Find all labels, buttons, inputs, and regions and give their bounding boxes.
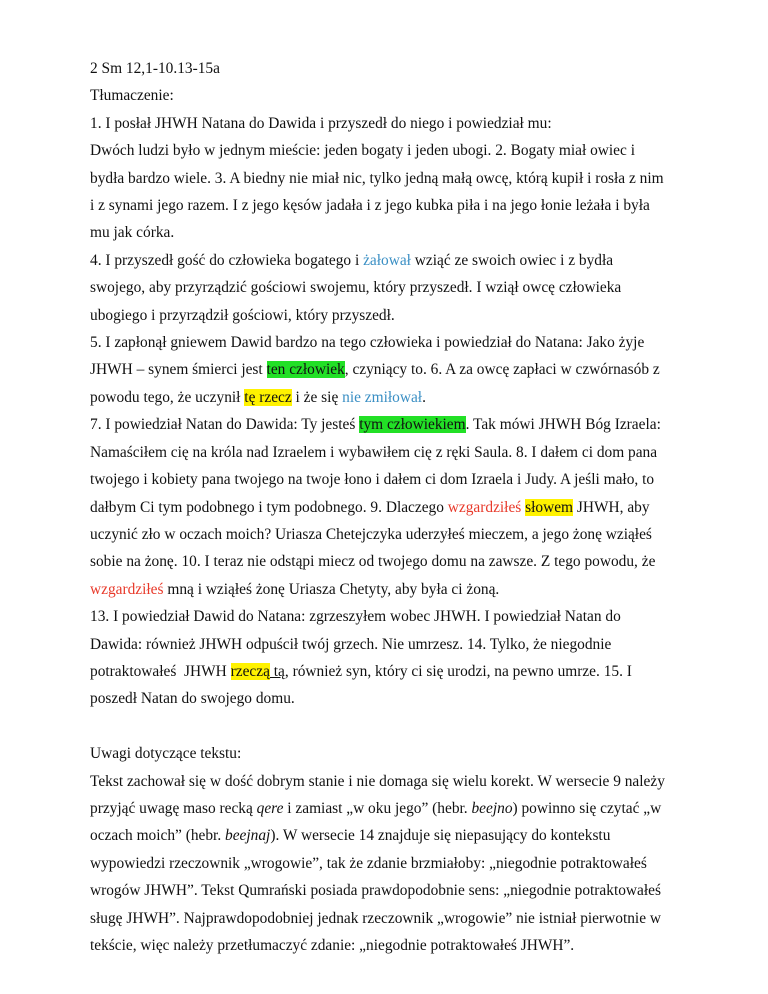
text-run: powodu tego, że uczynił	[90, 388, 245, 406]
highlight-green: tym człowiekiem	[359, 416, 466, 434]
italic-term: qere	[256, 799, 284, 817]
text-run: i zamiast „w oku jego” (hebr.	[283, 799, 472, 817]
notes-heading: Uwagi dotyczące tekstu:	[90, 745, 242, 763]
notes-line: wrogów JHWH”. Tekst Qumrański posiada prawdopodobnie sens: „niegodnie potraktowałeś	[90, 882, 661, 900]
text-run: JHWH, aby	[573, 498, 650, 516]
notes-line: Tekst zachował się w dość dobrym stanie i nie domaga się wielu korekt. W wersecie 9 należy	[90, 772, 665, 790]
text-run: 4. I przyszedł gość do człowieka bogatego i	[90, 251, 364, 269]
italic-term: beejnaj	[225, 827, 271, 845]
text-run: JHWH – synem śmierci jest	[90, 361, 267, 379]
translation-line	[90, 356, 698, 383]
translation-line: i z synami jego razem. I z jego kęsów jadała i z jego kubka piła i na jego łonie leżała i była	[90, 197, 650, 215]
translation-line: 1. I posłał JHWH Natana do Dawida i przyszedł do niego i powiedział mu:	[90, 114, 552, 132]
notes-line: wypowiedzi rzeczownik „wrogowie”, tak że zdanie brzmiałoby: „niegodnie potraktowałeś	[90, 854, 647, 872]
translation-line	[90, 658, 698, 685]
text-run: ) powinno się czytać „w	[512, 799, 662, 817]
keyword-blue: żałował	[363, 251, 411, 269]
notes-line	[90, 795, 698, 822]
text-run: . Tak mówi JHWH Bóg Izraela:	[465, 416, 661, 434]
text-run: oczach moich” (hebr.	[90, 827, 226, 845]
passage-reference: 2 Sm 12,1-10.13-15a	[90, 60, 220, 77]
text-run: i że się	[291, 388, 343, 406]
paragraph-gap	[90, 713, 698, 740]
translation-line: ubogiego i przyrządził gościowi, który przyszedł.	[90, 306, 395, 324]
notes-line: sługę JHWH”. Najprawdopodobniej jednak rzeczownik „wrogowie” nie istniał pierwotnie w	[90, 909, 661, 927]
highlight-yellow: rzeczą	[230, 662, 270, 680]
translation-line: Dawida: również JHWH odpuścił twój grzech. Nie umrzesz. 14. Tylko, że niegodnie	[90, 635, 612, 653]
translation-line: swojego, aby przyrządzić gościowi swojemu, który przyszedł. I wziął owcę człowieka	[90, 279, 622, 297]
translation-line: bydła bardzo wiele. 3. A biedny nie miał nic, tylko jedną małą owcę, którą kupił i rosła z nim	[90, 169, 664, 187]
translation-line: mu jak córka.	[90, 224, 175, 242]
translation-line	[90, 576, 698, 603]
translation-line: Dwóch ludzi było w jednym mieście: jeden bogaty i jeden ubogi. 2. Bogaty miał owiec i	[90, 142, 635, 160]
keyword-blue: nie zmiłował	[342, 388, 423, 406]
text-run: dałbym Ci tym podobnego i tym podobnego. 9. Dlaczego	[90, 498, 448, 516]
keyword-red: wzgardziłeś	[90, 580, 164, 598]
notes-line	[90, 822, 698, 849]
text-run: przyjąć uwagę maso recką	[90, 799, 257, 817]
highlight-yellow: słowem	[525, 498, 574, 516]
notes-line: tekście, więc należy przetłumaczyć zdanie: „niegodnie potraktowałeś JHWH”.	[90, 936, 575, 954]
translation-line: poszedł Natan do swojego domu.	[90, 690, 295, 708]
translation-line	[90, 411, 698, 438]
translation-line	[90, 247, 698, 274]
text-run: mną i wziąłeś żonę Uriasza Chetyty, aby była ci żoną.	[163, 580, 500, 598]
translation-line: Namaściłem cię na króla nad Izraelem i wybawiłem cię z ręki Saula. 8. I dałem ci dom pana	[90, 443, 658, 461]
translation-line: uczynić zło w oczach moich? Uriasza Chetejczyka uderzyłeś mieczem, a jego żonę wziąłeś	[90, 525, 652, 543]
translation-line: sobie na żonę. 10. I teraz nie odstąpi miecz od twojego domu na zawsze. Z tego powodu, że	[90, 553, 656, 571]
text-run: , czyniący to. 6. A za owcę zapłaci w czwórnasób z	[344, 361, 660, 379]
keyword-red: wzgardziłeś	[447, 498, 522, 516]
highlight-green: ten człowiek	[266, 361, 345, 379]
text-run: 7. I powiedział Natan do Dawida: Ty jesteś	[90, 416, 360, 434]
text-run: potraktowałeś JHWH	[90, 662, 231, 680]
underlined-text: tą	[269, 662, 285, 680]
text-run: , również syn, który ci się urodzi, na pewno umrze. 15. I	[284, 662, 632, 680]
translation-line: 13. I powiedział Dawid do Natana: zgrzeszyłem wobec JHWH. I powiedział Natan do	[90, 608, 621, 626]
translation-line: twojego i kobiety pana twojego na twoje łono i dałem ci dom Izraela i Judy. A jeśli mało, to	[90, 471, 655, 489]
translation-line: 5. I zapłonął gniewem Dawid bardzo na tego człowieka i powiedział do Natana: Jako żyje	[90, 334, 645, 352]
translation-heading: Tłumaczenie:	[90, 87, 174, 105]
translation-line	[90, 494, 698, 521]
translation-line	[90, 384, 698, 411]
italic-term: beejno	[471, 799, 513, 817]
text-run: .	[422, 388, 426, 406]
highlight-yellow: tę rzecz	[244, 388, 292, 406]
text-run: wziąć ze swoich owiec i z bydła	[410, 251, 614, 269]
text-run: ). W wersecie 14 znajduje się niepasujący do kontekstu	[270, 827, 611, 845]
